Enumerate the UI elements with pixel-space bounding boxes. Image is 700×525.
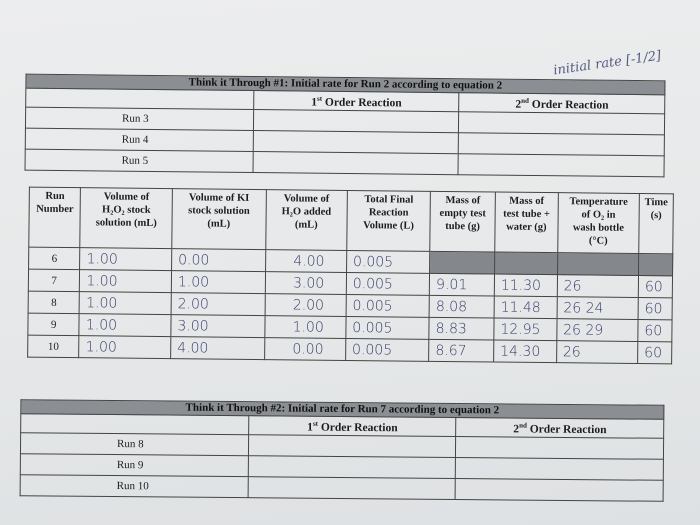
handwritten-note: initial rate [-1/2] [552, 48, 663, 79]
water-volume-cell[interactable]: 4.00 [265, 250, 346, 273]
total-volume-cell[interactable]: 0.005 [346, 316, 430, 339]
think2-run10-label: Run 10 [20, 475, 248, 498]
think1-title: Think it Through #1: Initial rate for Run 2 according to equation 2 [26, 74, 665, 95]
water-volume-cell[interactable]: 1.00 [264, 316, 345, 339]
run-number-cell: 9 [28, 313, 80, 336]
ki-volume-cell[interactable]: 3.00 [171, 315, 265, 338]
think1-run5-first-cell[interactable] [253, 151, 459, 174]
header-time: Time (s) [639, 194, 674, 254]
think-it-through-2-table [20, 399, 665, 501]
time-cell[interactable]: 60 [638, 298, 672, 320]
tube-water-mass-cell[interactable]: 11.30 [494, 274, 557, 297]
h2o2-volume-cell[interactable]: 1.00 [80, 292, 172, 315]
total-volume-cell[interactable]: 0.005 [346, 294, 430, 317]
temperature-cell [557, 253, 638, 276]
tube-water-mass-cell [495, 252, 558, 275]
empty-tube-mass-cell[interactable]: 8.83 [429, 317, 494, 340]
think1-run5-second-cell[interactable] [458, 154, 664, 177]
run-data-table [27, 187, 674, 365]
total-volume-cell[interactable]: 0.005 [345, 338, 429, 361]
total-volume-cell[interactable]: 0.005 [346, 272, 430, 295]
think2-run8-first-cell[interactable] [248, 435, 456, 458]
empty-tube-mass-cell[interactable]: 8.08 [429, 295, 494, 318]
temperature-cell[interactable]: 26 [556, 341, 637, 364]
run-number-cell: 6 [29, 247, 81, 270]
think2-run10-second-cell[interactable] [456, 478, 664, 501]
think1-second-order-header: 2nd Order Reaction [459, 93, 665, 114]
think2-title: Think it Through #2: Initial rate for Run 7 according to equation 2 [21, 400, 664, 420]
water-volume-cell[interactable]: 2.00 [265, 294, 346, 317]
header-ki-volume: Volume of KI stock solution (mL) [172, 189, 266, 250]
think2-run9-second-cell[interactable] [456, 457, 664, 480]
time-cell[interactable]: 60 [638, 320, 672, 342]
water-volume-cell[interactable]: 0.00 [264, 338, 345, 361]
ki-volume-cell[interactable]: 4.00 [171, 337, 265, 360]
run-number-cell: 7 [28, 269, 80, 292]
tube-water-mass-cell[interactable]: 12.95 [494, 318, 557, 341]
header-water-volume: Volume of H₂O added (mL) [265, 190, 347, 251]
total-volume-cell[interactable]: 0.005 [346, 250, 430, 273]
tube-water-mass-cell[interactable]: 11.48 [494, 296, 557, 319]
h2o2-volume-cell[interactable]: 1.00 [79, 336, 171, 359]
header-h2o2-volume: Volume of H₂O₂ stock solution (mL) [80, 188, 172, 249]
think2-first-order-header: 1st Order Reaction [249, 416, 457, 437]
run-number-cell: 10 [28, 335, 80, 358]
think1-run4-first-cell[interactable] [253, 130, 459, 153]
time-cell [639, 254, 673, 276]
run-number-cell: 8 [28, 291, 80, 314]
h2o2-volume-cell[interactable]: 1.00 [80, 248, 172, 271]
think1-run3-first-cell[interactable] [253, 109, 459, 132]
empty-tube-mass-cell[interactable]: 8.67 [429, 339, 494, 362]
think2-run9-first-cell[interactable] [248, 456, 456, 479]
time-cell[interactable]: 60 [638, 342, 672, 364]
think-it-through-1-table [25, 74, 666, 178]
think1-run3-second-cell[interactable] [459, 112, 665, 135]
ki-volume-cell[interactable]: 1.00 [171, 271, 265, 294]
think2-run8-label: Run 8 [20, 433, 248, 456]
header-empty-tube-mass: Mass of empty test tube (g) [430, 191, 495, 252]
water-volume-cell[interactable]: 3.00 [265, 272, 346, 295]
header-temperature: Temperature of O₂ in wash bottle (°C) [557, 193, 639, 254]
think2-second-order-header: 2nd Order Reaction [456, 417, 664, 438]
temperature-cell[interactable]: 26 29 [557, 319, 638, 342]
ki-volume-cell[interactable]: 0.00 [172, 249, 266, 272]
think1-first-order-header: 1st Order Reaction [254, 91, 460, 112]
header-tube-water-mass: Mass of test tube + water (g) [495, 192, 558, 253]
empty-tube-mass-cell[interactable]: 9.01 [429, 273, 494, 296]
think2-run9-label: Run 9 [20, 454, 248, 477]
think1-run4-second-cell[interactable] [459, 133, 665, 156]
h2o2-volume-cell[interactable]: 1.00 [80, 270, 172, 293]
think1-run4-label: Run 4 [25, 128, 253, 151]
think1-run5-label: Run 5 [25, 149, 253, 172]
think1-run3-label: Run 3 [25, 107, 253, 130]
time-cell[interactable]: 60 [638, 276, 672, 298]
h2o2-volume-cell[interactable]: 1.00 [79, 314, 171, 337]
temperature-cell[interactable]: 26 24 [557, 297, 638, 320]
think2-run10-first-cell[interactable] [248, 477, 456, 500]
header-run-number: Run Number [29, 187, 81, 248]
ki-volume-cell[interactable]: 2.00 [171, 293, 265, 316]
tube-water-mass-cell[interactable]: 14.30 [494, 340, 557, 363]
empty-tube-mass-cell [430, 251, 495, 274]
think2-run8-second-cell[interactable] [456, 436, 664, 459]
header-total-volume: Total Final Reaction Volume (L) [347, 190, 431, 251]
temperature-cell[interactable]: 26 [557, 275, 638, 298]
